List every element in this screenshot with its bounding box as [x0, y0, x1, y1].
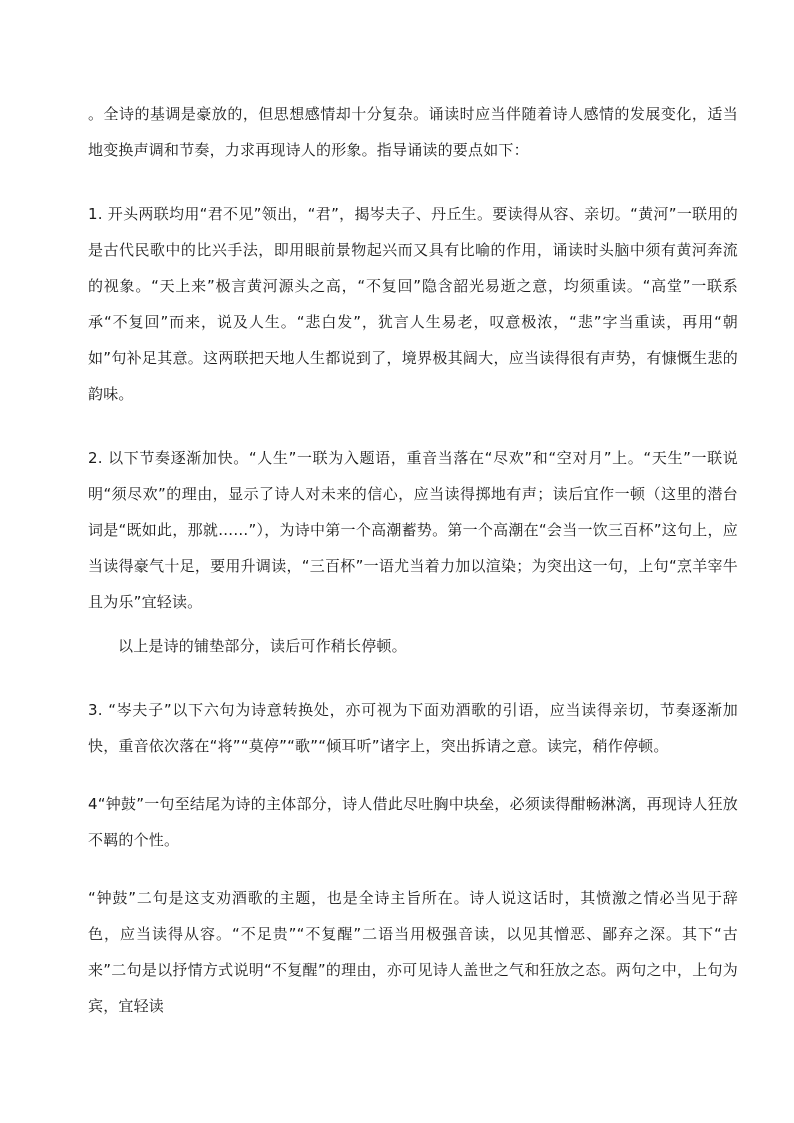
zhonggu-paragraph: “钟鼓”二句是这支劝酒歌的主题，也是全诗主旨所在。诗人说这话时，其愤激之情必当见于辞色，应当读得从容。“不足贵”“不复醒”二语当用极强音读，以见其憎恶、鄙弃之深。其下“古来”二句是以抒情方式说明“不复醒”的理由，亦可见诗人盖世之气和狂放之态。两句之中，上句为宾，宜轻读 [88, 889, 738, 1015]
section-4-paragraph: 4“钟鼓”一句至结尾为诗的主体部分，诗人借此尽吐胸中块垒，必须读得酣畅淋漓，再现诗人狂放不羁的个性。 [88, 795, 738, 849]
section-3-paragraph: 3. “岑夫子”以下六句为诗意转换处，亦可视为下面劝酒歌的引语，应当读得亲切，节奏逐渐加快，重音依次落在“将”“莫停”“歌”“倾耳听”诸字上，突出拆请之意。读完，稍作停顿。 [88, 701, 738, 755]
document-body [88, 96, 738, 1024]
intro-paragraph: 。全诗的基调是豪放的，但思想感情却十分复杂。诵读时应当伴随着诗人感情的发展变化，适当地变换声调和节奏，力求再现诗人的形象。指导诵读的要点如下： [88, 105, 738, 159]
pause-note-paragraph: 以上是诗的铺垫部分，读后可作稍长停顿。 [118, 637, 407, 655]
section-1-paragraph: 1. 开头两联均用“君不见”领出，“君”，揭岑夫子、丹丘生。要读得从容、亲切。“黄河”一联用的是古代民歌中的比兴手法，即用眼前景物起兴而又具有比喻的作用，诵读时头脑中须有黄河奔流的视象。“天上来”极言黄河源头之高，“不复回”隐含韶光易逝之意，均须重读。“高堂”一联系承“不复回”而来，说及人生。“悲白发”，犹言人生易老，叹意极浓，“悲”字当重读，再用“朝如”句补足其意。这两联把天地人生都说到了，境界极其阔大，应当读得很有声势，有慷慨生悲的韵味。 [88, 205, 738, 403]
section-2-paragraph: 2. 以下节奏逐渐加快。“人生”一联为入题语，重音当落在“尽欢”和“空对月”上。“天生”一联说明“须尽欢”的理由，显示了诗人对未来的信心，应当读得掷地有声；读后宜作一顿（这里的潜台词是“既如此，那就……”），为诗中第一个高潮蓄势。第一个高潮在“会当一饮三百杯”这句上，应当读得豪气十足，要用升调读，“三百杯”一语尤当着力加以渲染；为突出这一句，上句“烹羊宰牛且为乐”宜轻读。 [88, 449, 738, 611]
